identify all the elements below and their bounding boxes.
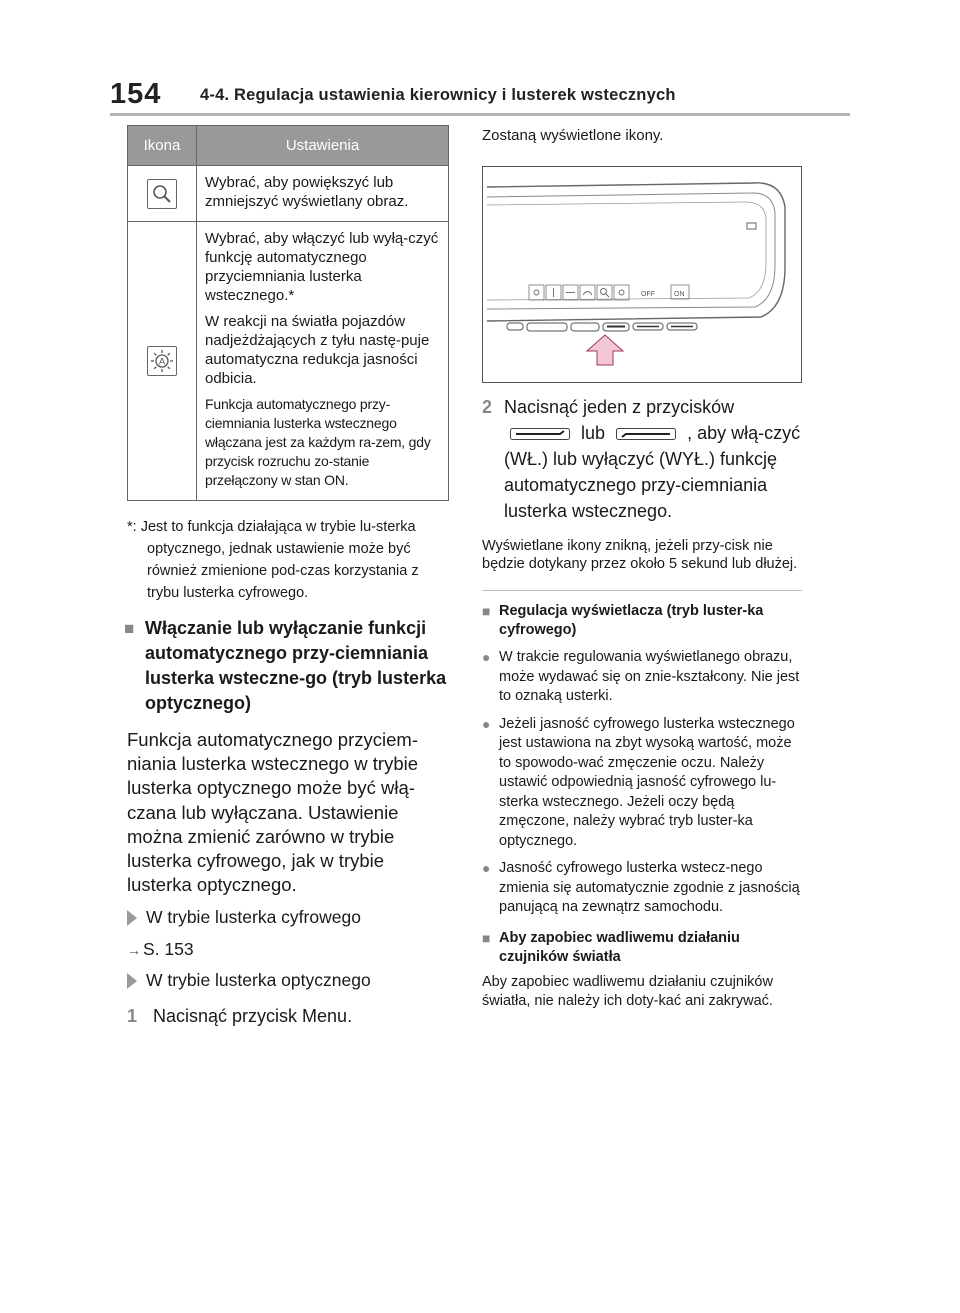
page-number: 154 [110,78,162,110]
left-button-icon [510,428,570,440]
intro-text: Zostaną wyświetlone ikony. [482,127,664,144]
divider [482,590,802,591]
magnifier-icon [147,179,177,209]
body-text: Funkcja automatycznego przyciem-niania lusterka wstecznego w trybie lusterka optycznego może być włą-czana lub wyłączana. Ustawienie można zmienić zarówno w trybie lusterka cyfrowego, jak w trybie lusterka optycznego. [127,729,419,896]
right-column [482,125,804,1012]
header-rule [110,113,850,116]
left-column [124,125,449,1029]
step-2: 2 Nacisnąć jeden z przycisków lub , aby włą-czyć (WŁ.) lub wyłączyć (WYŁ.) funkcję automatycznego przy-ciemniania lusterka wstecznego. [482,394,804,524]
section-title: 4-4. Regulacja ustawienia kierownicy i lusterek wstecznych [200,86,676,104]
page-header [110,78,850,114]
square-bullet-icon: ■ [482,603,491,619]
step-text: Nacisnąć przycisk Menu. [153,1006,353,1027]
square-bullet-icon: ■ [124,619,135,638]
list-item: ● Jeżeli jasność cyfrowego lusterka wstecznego jest ustawiona na zbyt wysoką wartość, może to spowodo-wać zmęczenie oczu. Należy ustawić odpowiednią jasność cyfrowego lu-sterka wstecznego. Jeżeli oczy będą zmęczone, należy wybrać tryb luster-ka optycznego. [482,715,804,852]
circle-bullet-icon: ● [482,649,491,665]
table-row [128,166,449,222]
icon-settings-table [127,125,449,501]
step-number: 2 [482,397,493,417]
note-text: Wyświetlane ikony znikną, jeżeli przy-cisk nie będzie dotykany przez około 5 sekund lub dłużej. [482,538,798,572]
svg-text:A: A [158,356,166,368]
sensors-text: Aby zapobiec wadliwemu działaniu czujników światła, nie należy ich doty-kać ani zakrywać. [482,973,773,1009]
triangle-bullet-icon [127,910,137,926]
optical-mode-item: W trybie lusterka optycznego [127,970,449,991]
svg-text:OFF: OFF [641,291,655,298]
svg-text:ON: ON [674,291,685,298]
auto-dimming-icon [147,346,177,376]
digital-mode-item: W trybie lusterka cyfrowego [127,907,449,928]
arrow-right-icon: → [127,942,141,959]
footnote: *: Jest to funkcja działająca w trybie lu-sterka optycznego, jednak ustawienie może być również zmienione pod-czas korzystania z trybu lusterka cyfrowego. [127,519,419,601]
square-bullet-icon: ■ [482,929,491,946]
list-item: ● W trakcie regulowania wyświetlanego obrazu, może wydawać się on znie-kształcony. Nie jest to oznaką usterki. [482,648,804,707]
auto-dimming-reaction: W reakcji na światła pojazdów nadjeżdżających z tyłu nastę-puje automatyczna redukcja jasności odbicia. [205,313,430,387]
step-1 [127,1003,449,1029]
info-heading-sensors: ■ Aby zapobiec wadliwemu działaniu czujników światła [482,929,740,965]
list-item: ● Jasność cyfrowego lusterka wstecz-nego zmienia się automatycznie zgodnie z jasnością panującą na zewnątrz samochodu. [482,859,804,918]
page-reference[interactable]: → S. 153 [127,939,194,960]
auto-dimming-default: Funkcja automatycznego przy-ciemniania lusterka wstecznego włączana jest za każdym ra-zem, gdy przycisk rozruchu zo-stanie przełączony w stan ON. [205,396,431,488]
circle-bullet-icon: ● [482,715,491,732]
right-button-icon [616,428,676,440]
auto-dimming-description: Wybrać, aby włączyć lub wyłą-czyć funkcję automatycznego przyciemniania lusterka wstecznego.* [205,230,439,304]
info-heading-display: ■ Regulacja wyświetlacza (tryb luster-ka cyfrowego) [482,603,764,638]
step-number: 1 [127,1006,138,1027]
subsection-heading: ■ Włączanie lub wyłączanie funkcji automatycznego przy-ciemniania lusterka wsteczne-go (tryb lusterka optycznego) [127,616,449,716]
mirror-illustration [482,166,802,383]
circle-bullet-icon: ● [482,860,491,876]
column-header-icon: Ikona [128,126,197,166]
zoom-description: Wybrać, aby powiększyć lub zmniejszyć wyświetlany obraz. [205,174,409,210]
column-header-setting: Ustawienia [197,126,449,166]
triangle-bullet-icon [127,973,137,989]
table-row [128,222,449,501]
